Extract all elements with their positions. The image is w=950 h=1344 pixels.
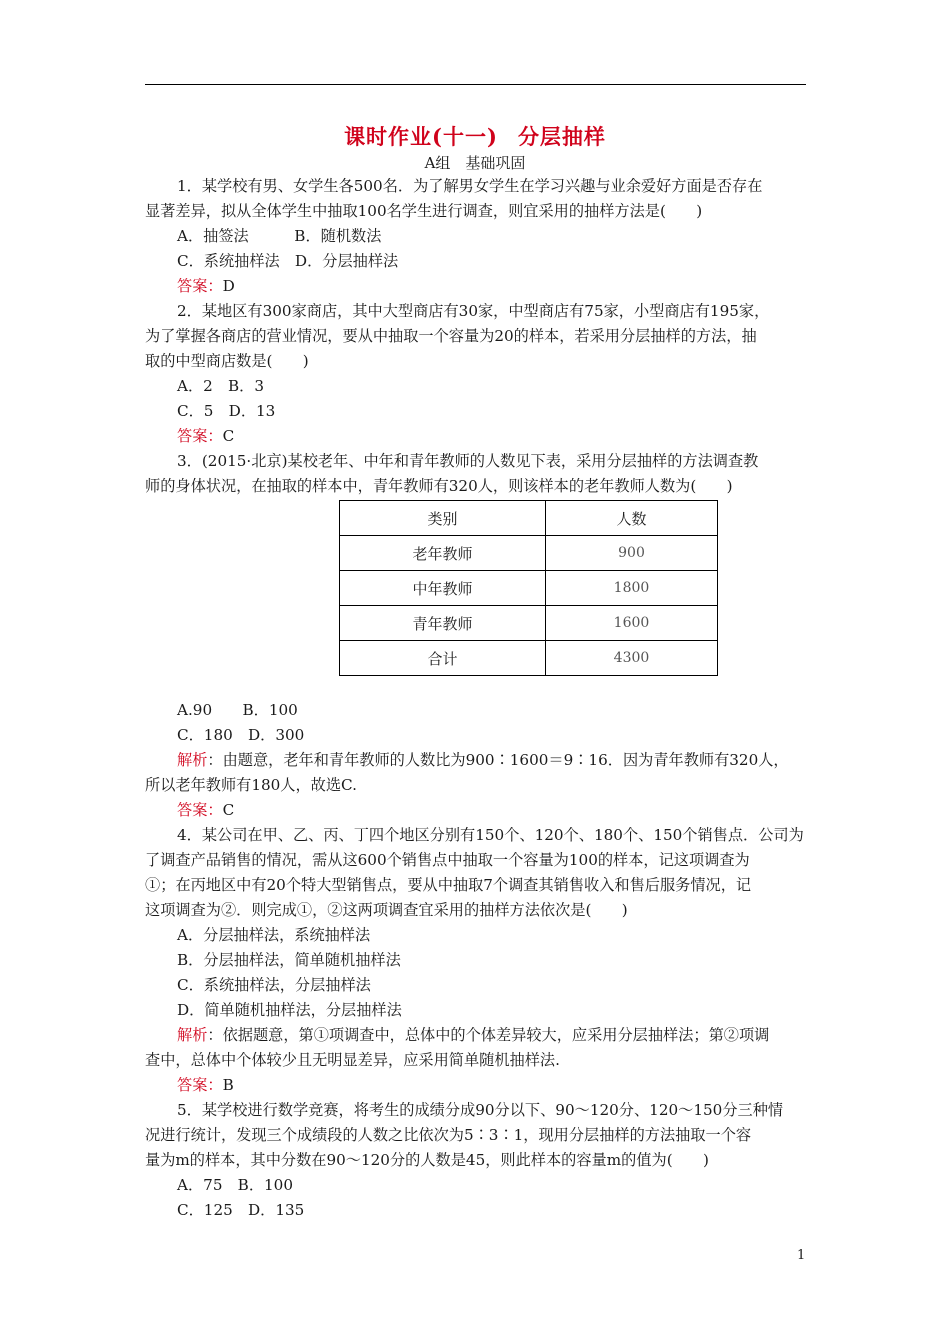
q1-options-cd: C．系统抽样法 D．分层抽样法 [177, 252, 399, 270]
q3-line-2: 师的身体状况，在抽取的样本中，青年教师有320人，则该样本的老年教师人数为( ) [145, 477, 733, 495]
header-rule [145, 84, 806, 85]
table-row [340, 571, 718, 606]
analysis-text: ：依据题意，第①项调查中，总体中的个体差异较大，应采用分层抽样法；第②项调 [207, 1026, 770, 1044]
table-row [340, 606, 718, 641]
q2-options-ab: A．2 B．3 [177, 377, 265, 395]
q5-options-ab: A．75 B．100 [177, 1176, 294, 1194]
teacher-count-table [339, 500, 718, 676]
title-topic: 分层抽样 [517, 124, 606, 149]
q4-line-1: 4．某公司在甲、乙、丙、丁四个地区分别有150个、120个、180个、150个销售点．公司为 [177, 826, 804, 844]
page-number: 1 [797, 1248, 806, 1263]
table-cell-category: 中年教师 [340, 571, 546, 606]
table-header-row [340, 501, 718, 536]
answer-value: D [222, 277, 235, 295]
table-cell-count: 900 [546, 536, 718, 571]
q4-line-4: 这项调查为②．则完成①，②这两项调查宜采用的抽样方法依次是( ) [145, 901, 628, 919]
q5-line-3: 量为m的样本，其中分数在90～120分的人数是45，则此样本的容量m的值为( ) [145, 1151, 709, 1169]
answer-label: 答案： [177, 427, 223, 445]
q5-options-cd: C．125 D．135 [177, 1201, 305, 1219]
q5-line-2: 况进行统计，发现三个成绩段的人数之比依次为5∶3∶1，现用分层抽样的方法抽取一个容 [145, 1126, 752, 1144]
table-cell-count: 1600 [546, 606, 718, 641]
q3-options-cd: C．180 D．300 [177, 726, 305, 744]
table-row [340, 641, 718, 676]
table-row [340, 536, 718, 571]
q2-answer [177, 426, 234, 446]
table-cell-count: 1800 [546, 571, 718, 606]
answer-value: C [222, 801, 235, 819]
answer-label: 答案： [177, 1076, 223, 1094]
q3-answer [177, 800, 234, 820]
q4-option-a: A．分层抽样法，系统抽样法 [177, 926, 371, 944]
q3-analysis-line-1 [177, 750, 789, 770]
page-title [0, 121, 950, 151]
answer-value: C [222, 427, 235, 445]
table-cell-category: 老年教师 [340, 536, 546, 571]
q4-line-2: 了调查产品销售的情况，需从这600个销售点中抽取一个容量为100的样本，记这项调查为 [145, 851, 750, 869]
q5-line-1: 5．某学校进行数学竞赛，将考生的成绩分成90分以下、90～120分、120～150分三种情 [177, 1101, 784, 1119]
analysis-label: 解析 [177, 1026, 208, 1044]
answer-value: B [222, 1076, 234, 1094]
q4-analysis-line-1 [177, 1025, 769, 1045]
q3-line-1: 3．(2015·北京)某校老年、中年和青年教师的人数见下表，采用分层抽样的方法调查教 [177, 452, 759, 470]
q2-line-1: 2．某地区有300家商店，其中大型商店有30家，中型商店有75家，小型商店有195家， [177, 302, 770, 320]
table-cell-count: 4300 [546, 641, 718, 676]
q1-line-2: 显著差异，拟从全体学生中抽取100名学生进行调查，则宜采用的抽样方法是( ) [145, 202, 703, 220]
table-header-cell: 类别 [340, 501, 546, 536]
q2-options-cd: C．5 D．13 [177, 402, 276, 420]
answer-label: 答案： [177, 277, 223, 295]
answer-label: 答案： [177, 801, 223, 819]
title-main: 课时作业(十一) [344, 124, 498, 149]
q4-option-b: B．分层抽样法，简单随机抽样法 [177, 951, 401, 969]
q4-line-3: ①；在丙地区中有20个特大型销售点，要从中抽取7个调查其销售收入和售后服务情况，记 [145, 876, 752, 894]
table-cell-category: 青年教师 [340, 606, 546, 641]
q4-option-c: C．系统抽样法，分层抽样法 [177, 976, 371, 994]
analysis-text: ：由题意，老年和青年教师的人数比为900∶1600＝9∶16．因为青年教师有320人， [207, 751, 789, 769]
q3-options-ab: A.90 B．100 [177, 701, 298, 719]
q1-answer [177, 276, 235, 296]
q1-options-ab: A．抽签法 B．随机数法 [177, 227, 382, 245]
table-cell-category: 合计 [340, 641, 546, 676]
q3-analysis-line-2: 所以老年教师有180人，故选C. [145, 776, 357, 794]
q4-option-d: D．简单随机抽样法，分层抽样法 [177, 1001, 402, 1019]
q1-line-1: 1．某学校有男、女学生各500名．为了解男女学生在学习兴趣与业余爱好方面是否存在 [177, 177, 763, 195]
section-subtitle: A组 基础巩固 [424, 154, 526, 172]
q4-answer [177, 1075, 234, 1095]
analysis-label: 解析 [177, 751, 208, 769]
q2-line-3: 取的中型商店数是( ) [145, 352, 309, 370]
q2-line-2: 为了掌握各商店的营业情况，要从中抽取一个容量为20的样本，若采用分层抽样的方法，抽 [145, 327, 757, 345]
table-header-cell: 人数 [546, 501, 718, 536]
q4-analysis-line-2: 查中，总体中个体较少且无明显差异，应采用简单随机抽样法. [145, 1051, 560, 1069]
